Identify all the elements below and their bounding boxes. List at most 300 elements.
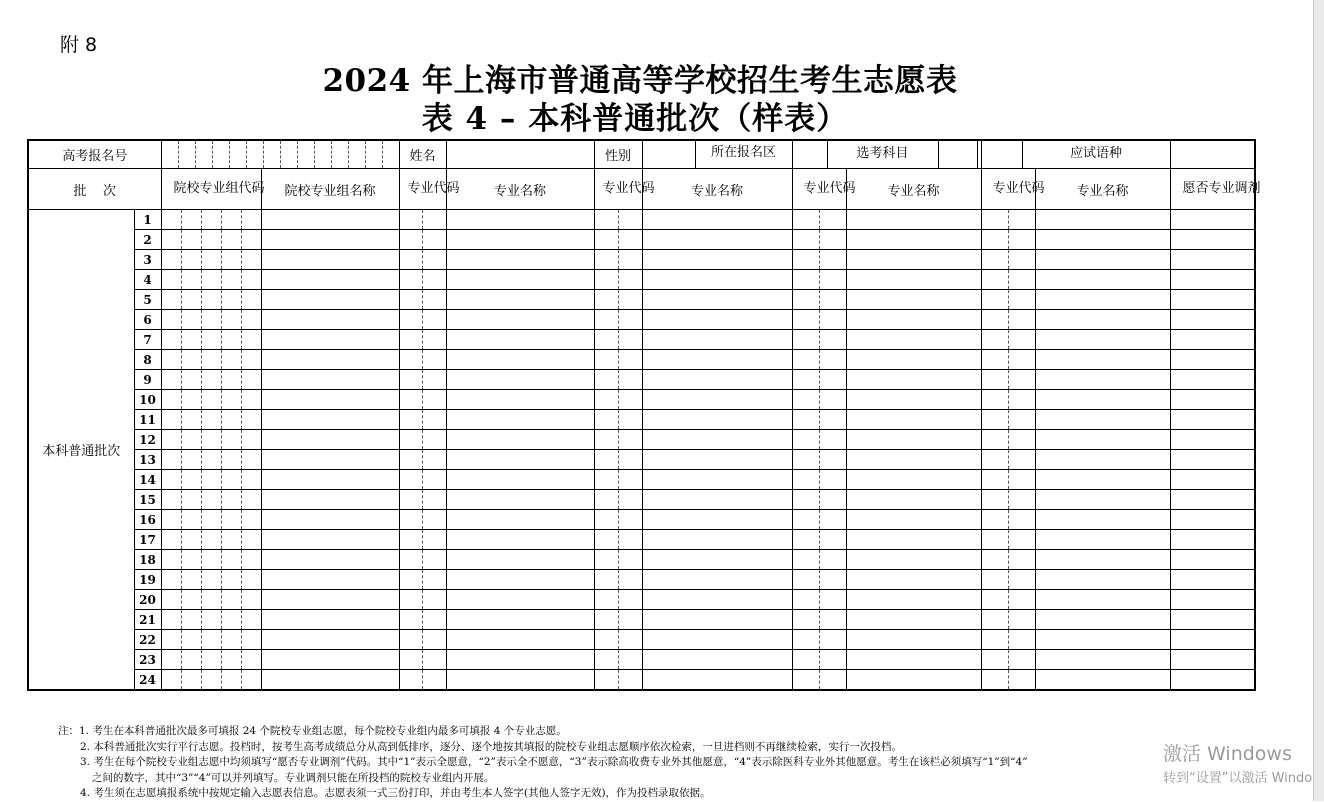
major-name-cell-3[interactable] [846, 590, 981, 610]
district-cell[interactable] [642, 140, 792, 169]
adjust-cell[interactable] [1170, 230, 1255, 250]
note-2: 2. 本科普通批次实行平行志愿。投档时，按考生高考成绩总分从高到低排序，逐分、逐个地按其填报的院校专业组志愿顺序依次检索，一旦进档则不再继续检索，实行一次投档。 [80, 740, 902, 753]
group-code-cell[interactable] [161, 250, 261, 270]
major-code-cell-4[interactable] [981, 310, 1035, 330]
group-code-cell[interactable] [161, 430, 261, 450]
major-code-header-4: 专业代码 [981, 169, 1035, 210]
row-number: 6 [134, 310, 161, 330]
major-code-cell-3[interactable] [792, 270, 846, 290]
group-name-cell[interactable] [261, 310, 399, 330]
major-name-cell-4[interactable] [1035, 670, 1170, 691]
major-code-cell-2[interactable] [594, 510, 642, 530]
adjust-cell[interactable] [1170, 290, 1255, 310]
major-code-cell-4[interactable] [981, 250, 1035, 270]
major-code-cell-4[interactable] [981, 450, 1035, 470]
major-name-cell-3[interactable] [846, 230, 981, 250]
group-code-cell[interactable] [161, 310, 261, 330]
major-code-cell-1[interactable] [399, 390, 446, 410]
group-code-cell[interactable] [161, 490, 261, 510]
major-code-cell-3[interactable] [792, 550, 846, 570]
major-name-cell-3[interactable] [846, 410, 981, 430]
adjust-cell[interactable] [1170, 250, 1255, 270]
major-name-cell-3[interactable] [846, 610, 981, 630]
major-code-cell-2[interactable] [594, 610, 642, 630]
major-name-cell-3[interactable] [846, 670, 981, 691]
group-code-cell[interactable] [161, 370, 261, 390]
major-code-cell-4[interactable] [981, 490, 1035, 510]
major-name-cell-1[interactable] [446, 310, 594, 330]
group-name-cell[interactable] [261, 530, 399, 550]
major-code-cell-4[interactable] [981, 570, 1035, 590]
major-name-cell-2[interactable] [642, 630, 792, 650]
watermark-line1: 激活 Windows [1163, 743, 1292, 765]
major-name-cell-4[interactable] [1035, 330, 1170, 350]
table-row [28, 510, 1255, 530]
major-code-cell-4[interactable] [981, 670, 1035, 691]
adjust-cell[interactable] [1170, 670, 1255, 691]
adjust-cell[interactable] [1170, 490, 1255, 510]
major-code-cell-3[interactable] [792, 450, 846, 470]
major-code-cell-4[interactable] [981, 350, 1035, 370]
major-code-cell-2[interactable] [594, 350, 642, 370]
major-name-cell-4[interactable] [1035, 510, 1170, 530]
major-name-cell-2[interactable] [642, 210, 792, 230]
major-code-cell-1[interactable] [399, 250, 446, 270]
major-name-cell-2[interactable] [642, 330, 792, 350]
major-code-cell-4[interactable] [981, 410, 1035, 430]
major-name-cell-4[interactable] [1035, 350, 1170, 370]
major-code-cell-3[interactable] [792, 330, 846, 350]
major-code-cell-1[interactable] [399, 470, 446, 490]
major-name-cell-2[interactable] [642, 610, 792, 630]
major-name-cell-3[interactable] [846, 510, 981, 530]
major-code-cell-4[interactable] [981, 290, 1035, 310]
major-name-cell-1[interactable] [446, 590, 594, 610]
group-code-cell[interactable] [161, 650, 261, 670]
group-code-cell[interactable] [161, 350, 261, 370]
major-code-cell-3[interactable] [792, 250, 846, 270]
major-code-cell-2[interactable] [594, 410, 642, 430]
major-name-cell-1[interactable] [446, 610, 594, 630]
major-name-cell-3[interactable] [846, 430, 981, 450]
major-code-cell-2[interactable] [594, 250, 642, 270]
adjust-cell[interactable] [1170, 370, 1255, 390]
major-name-cell-1[interactable] [446, 410, 594, 430]
major-name-cell-2[interactable] [642, 410, 792, 430]
major-name-cell-2[interactable] [642, 250, 792, 270]
subjects-cell[interactable] [792, 140, 981, 169]
group-code-cell[interactable] [161, 590, 261, 610]
major-name-cell-2[interactable] [642, 490, 792, 510]
major-name-cell-2[interactable] [642, 430, 792, 450]
major-name-cell-1[interactable] [446, 450, 594, 470]
group-name-cell[interactable] [261, 570, 399, 590]
table-row [28, 630, 1255, 650]
group-code-cell[interactable] [161, 290, 261, 310]
major-code-cell-1[interactable] [399, 270, 446, 290]
adjust-cell[interactable] [1170, 530, 1255, 550]
major-name-cell-1[interactable] [446, 290, 594, 310]
table-row [28, 670, 1255, 691]
major-code-cell-2[interactable] [594, 550, 642, 570]
major-name-cell-4[interactable] [1035, 530, 1170, 550]
major-code-cell-2[interactable] [594, 530, 642, 550]
major-name-cell-2[interactable] [642, 450, 792, 470]
major-code-cell-2[interactable] [594, 570, 642, 590]
major-name-cell-4[interactable] [1035, 630, 1170, 650]
major-code-cell-4[interactable] [981, 610, 1035, 630]
group-name-cell[interactable] [261, 430, 399, 450]
major-code-cell-1[interactable] [399, 590, 446, 610]
group-name-cell[interactable] [261, 290, 399, 310]
major-name-cell-1[interactable] [446, 390, 594, 410]
major-name-cell-4[interactable] [1035, 430, 1170, 450]
adjust-cell[interactable] [1170, 210, 1255, 230]
group-code-cell[interactable] [161, 270, 261, 290]
major-code-cell-4[interactable] [981, 650, 1035, 670]
group-name-cell[interactable] [261, 210, 399, 230]
major-name-cell-4[interactable] [1035, 250, 1170, 270]
major-code-cell-3[interactable] [792, 470, 846, 490]
watermark-line2: 转到“设置”以激活 Windo [1163, 771, 1313, 786]
major-code-cell-4[interactable] [981, 550, 1035, 570]
major-code-cell-2[interactable] [594, 330, 642, 350]
major-name-cell-4[interactable] [1035, 270, 1170, 290]
major-code-cell-3[interactable] [792, 610, 846, 630]
row-number: 3 [134, 250, 161, 270]
major-code-cell-2[interactable] [594, 630, 642, 650]
major-code-cell-2[interactable] [594, 370, 642, 390]
major-code-cell-3[interactable] [792, 590, 846, 610]
major-name-cell-2[interactable] [642, 650, 792, 670]
group-code-cell[interactable] [161, 530, 261, 550]
group-name-cell[interactable] [261, 390, 399, 410]
applicant-info-row [28, 140, 1255, 169]
major-code-cell-4[interactable] [981, 530, 1035, 550]
major-code-cell-3[interactable] [792, 630, 846, 650]
major-name-cell-2[interactable] [642, 510, 792, 530]
adjust-cell[interactable] [1170, 450, 1255, 470]
group-name-cell[interactable] [261, 270, 399, 290]
major-code-cell-3[interactable] [792, 210, 846, 230]
major-name-cell-1[interactable] [446, 370, 594, 390]
major-name-cell-2[interactable] [642, 310, 792, 330]
major-name-cell-4[interactable] [1035, 590, 1170, 610]
major-code-cell-3[interactable] [792, 490, 846, 510]
major-name-cell-3[interactable] [846, 650, 981, 670]
major-code-cell-1[interactable] [399, 430, 446, 450]
group-name-cell[interactable] [261, 590, 399, 610]
group-name-cell[interactable] [261, 630, 399, 650]
major-code-cell-3[interactable] [792, 510, 846, 530]
major-name-cell-1[interactable] [446, 510, 594, 530]
major-code-cell-1[interactable] [399, 570, 446, 590]
major-name-cell-3[interactable] [846, 550, 981, 570]
gender-label: 性别 [594, 140, 642, 169]
group-name-cell[interactable] [261, 610, 399, 630]
adjust-cell[interactable] [1170, 470, 1255, 490]
major-code-cell-1[interactable] [399, 350, 446, 370]
major-name-cell-4[interactable] [1035, 290, 1170, 310]
major-name-cell-3[interactable] [846, 530, 981, 550]
major-name-cell-3[interactable] [846, 570, 981, 590]
major-code-cell-2[interactable] [594, 290, 642, 310]
activation-watermark [1163, 739, 1312, 786]
table-row [28, 290, 1255, 310]
major-code-cell-2[interactable] [594, 590, 642, 610]
adjust-cell[interactable] [1170, 390, 1255, 410]
major-code-cell-1[interactable] [399, 630, 446, 650]
table-row [28, 570, 1255, 590]
major-code-cell-2[interactable] [594, 210, 642, 230]
major-code-cell-2[interactable] [594, 670, 642, 691]
major-code-cell-1[interactable] [399, 450, 446, 470]
group-name-cell[interactable] [261, 370, 399, 390]
major-code-cell-1[interactable] [399, 490, 446, 510]
major-code-cell-4[interactable] [981, 270, 1035, 290]
major-code-cell-2[interactable] [594, 430, 642, 450]
row-number: 13 [134, 450, 161, 470]
major-code-cell-3[interactable] [792, 670, 846, 691]
major-code-cell-1[interactable] [399, 230, 446, 250]
exam-no-field[interactable] [161, 140, 399, 169]
major-name-cell-4[interactable] [1035, 230, 1170, 250]
major-code-cell-2[interactable] [594, 650, 642, 670]
group-name-cell[interactable] [261, 410, 399, 430]
note-3-cont: 之间的数字，其中“3”“4”可以并列填写。专业调剂只能在所投档的院校专业组内开展。 [92, 771, 495, 784]
group-name-cell[interactable] [261, 230, 399, 250]
group-code-cell[interactable] [161, 510, 261, 530]
major-name-cell-4[interactable] [1035, 310, 1170, 330]
group-code-cell[interactable] [161, 390, 261, 410]
group-name-cell[interactable] [261, 650, 399, 670]
major-code-cell-3[interactable] [792, 230, 846, 250]
major-name-cell-4[interactable] [1035, 410, 1170, 430]
major-code-cell-3[interactable] [792, 370, 846, 390]
major-code-cell-4[interactable] [981, 430, 1035, 450]
major-name-cell-1[interactable] [446, 550, 594, 570]
major-code-cell-1[interactable] [399, 510, 446, 530]
group-name-cell[interactable] [261, 330, 399, 350]
group-name-cell[interactable] [261, 550, 399, 570]
group-name-cell[interactable] [261, 470, 399, 490]
major-code-cell-1[interactable] [399, 670, 446, 691]
major-code-cell-4[interactable] [981, 370, 1035, 390]
table-row [28, 310, 1255, 330]
major-name-cell-3[interactable] [846, 370, 981, 390]
major-code-cell-2[interactable] [594, 310, 642, 330]
major-code-cell-3[interactable] [792, 530, 846, 550]
major-name-cell-1[interactable] [446, 530, 594, 550]
major-name-cell-1[interactable] [446, 490, 594, 510]
major-code-cell-2[interactable] [594, 390, 642, 410]
group-name-cell[interactable] [261, 450, 399, 470]
adjust-cell[interactable] [1170, 550, 1255, 570]
adjust-cell[interactable] [1170, 510, 1255, 530]
major-name-cell-1[interactable] [446, 250, 594, 270]
language-field[interactable] [1170, 140, 1255, 169]
row-number: 8 [134, 350, 161, 370]
adjust-cell[interactable] [1170, 630, 1255, 650]
major-name-cell-2[interactable] [642, 530, 792, 550]
major-code-cell-1[interactable] [399, 310, 446, 330]
group-name-cell[interactable] [261, 670, 399, 691]
adjust-cell[interactable] [1170, 570, 1255, 590]
major-code-cell-2[interactable] [594, 490, 642, 510]
group-code-cell[interactable] [161, 470, 261, 490]
adjust-cell[interactable] [1170, 590, 1255, 610]
major-code-cell-3[interactable] [792, 350, 846, 370]
major-name-cell-4[interactable] [1035, 470, 1170, 490]
group-code-cell[interactable] [161, 230, 261, 250]
major-name-cell-3[interactable] [846, 270, 981, 290]
major-code-cell-4[interactable] [981, 590, 1035, 610]
major-code-cell-4[interactable] [981, 510, 1035, 530]
major-code-cell-1[interactable] [399, 550, 446, 570]
group-code-cell[interactable] [161, 330, 261, 350]
major-code-cell-4[interactable] [981, 630, 1035, 650]
major-code-cell-4[interactable] [981, 470, 1035, 490]
language-cell[interactable] [981, 140, 1170, 169]
major-name-cell-2[interactable] [642, 270, 792, 290]
major-name-cell-3[interactable] [846, 310, 981, 330]
group-name-cell[interactable] [261, 350, 399, 370]
major-name-cell-4[interactable] [1035, 210, 1170, 230]
major-name-cell-3[interactable] [846, 290, 981, 310]
major-name-cell-1[interactable] [446, 670, 594, 691]
row-number: 15 [134, 490, 161, 510]
notes-section [58, 724, 1028, 802]
major-name-cell-2[interactable] [642, 590, 792, 610]
group-name-cell[interactable] [261, 250, 399, 270]
adjust-cell[interactable] [1170, 270, 1255, 290]
major-code-cell-3[interactable] [792, 410, 846, 430]
major-name-cell-2[interactable] [642, 290, 792, 310]
major-code-cell-4[interactable] [981, 230, 1035, 250]
major-code-cell-3[interactable] [792, 390, 846, 410]
adjust-cell[interactable] [1170, 410, 1255, 430]
major-name-cell-2[interactable] [642, 350, 792, 370]
name-field[interactable] [446, 140, 594, 169]
table-row [28, 530, 1255, 550]
adjust-cell[interactable] [1170, 350, 1255, 370]
page-edge [1313, 0, 1324, 801]
major-name-cell-1[interactable] [446, 630, 594, 650]
major-name-cell-4[interactable] [1035, 490, 1170, 510]
major-name-cell-2[interactable] [642, 670, 792, 691]
major-name-cell-2[interactable] [642, 550, 792, 570]
major-name-cell-1[interactable] [446, 350, 594, 370]
language-label: 应试语种 [1070, 146, 1123, 161]
group-code-cell[interactable] [161, 630, 261, 650]
group-code-cell[interactable] [161, 570, 261, 590]
major-code-cell-1[interactable] [399, 370, 446, 390]
major-name-cell-4[interactable] [1035, 650, 1170, 670]
major-code-cell-1[interactable] [399, 650, 446, 670]
major-code-cell-3[interactable] [792, 650, 846, 670]
major-name-cell-3[interactable] [846, 490, 981, 510]
batch-header: 批 次 [28, 169, 161, 210]
major-code-cell-1[interactable] [399, 410, 446, 430]
adjust-cell[interactable] [1170, 430, 1255, 450]
major-name-cell-4[interactable] [1035, 370, 1170, 390]
major-code-cell-2[interactable] [594, 270, 642, 290]
adjust-cell[interactable] [1170, 330, 1255, 350]
group-code-cell[interactable] [161, 410, 261, 430]
table-row [28, 370, 1255, 390]
group-name-cell[interactable] [261, 510, 399, 530]
major-name-cell-4[interactable] [1035, 450, 1170, 470]
major-name-cell-1[interactable] [446, 330, 594, 350]
group-code-cell[interactable] [161, 210, 261, 230]
group-code-cell[interactable] [161, 610, 261, 630]
major-name-cell-1[interactable] [446, 270, 594, 290]
major-code-cell-3[interactable] [792, 570, 846, 590]
form-subtitle: 表 4 – 本科普通批次（样表） [421, 101, 849, 137]
major-code-cell-4[interactable] [981, 210, 1035, 230]
major-name-cell-1[interactable] [446, 230, 594, 250]
major-name-cell-1[interactable] [446, 570, 594, 590]
major-name-cell-3[interactable] [846, 210, 981, 230]
major-code-cell-2[interactable] [594, 450, 642, 470]
major-code-cell-4[interactable] [981, 390, 1035, 410]
major-name-cell-1[interactable] [446, 430, 594, 450]
major-name-cell-1[interactable] [446, 210, 594, 230]
major-name-cell-1[interactable] [446, 650, 594, 670]
major-name-cell-4[interactable] [1035, 550, 1170, 570]
major-code-cell-3[interactable] [792, 310, 846, 330]
name-label: 姓名 [399, 140, 446, 169]
group-code-cell[interactable] [161, 670, 261, 691]
adjust-cell[interactable] [1170, 310, 1255, 330]
major-name-cell-3[interactable] [846, 450, 981, 470]
major-code-cell-1[interactable] [399, 330, 446, 350]
table-row [28, 210, 1255, 230]
major-name-cell-2[interactable] [642, 370, 792, 390]
major-name-cell-4[interactable] [1035, 610, 1170, 630]
major-code-cell-1[interactable] [399, 610, 446, 630]
major-code-cell-2[interactable] [594, 470, 642, 490]
adjust-cell[interactable] [1170, 610, 1255, 630]
adjust-header: 愿否专业调剂 [1170, 169, 1255, 210]
major-code-cell-1[interactable] [399, 290, 446, 310]
major-name-cell-3[interactable] [846, 470, 981, 490]
major-name-cell-2[interactable] [642, 390, 792, 410]
major-name-cell-2[interactable] [642, 230, 792, 250]
major-code-cell-2[interactable] [594, 230, 642, 250]
major-name-cell-4[interactable] [1035, 570, 1170, 590]
group-code-cell[interactable] [161, 550, 261, 570]
major-name-cell-4[interactable] [1035, 390, 1170, 410]
major-code-cell-3[interactable] [792, 430, 846, 450]
major-name-cell-3[interactable] [846, 390, 981, 410]
major-code-cell-4[interactable] [981, 330, 1035, 350]
major-name-cell-3[interactable] [846, 630, 981, 650]
adjust-cell[interactable] [1170, 650, 1255, 670]
major-code-cell-3[interactable] [792, 290, 846, 310]
major-code-cell-1[interactable] [399, 210, 446, 230]
major-code-cell-1[interactable] [399, 530, 446, 550]
major-name-cell-3[interactable] [846, 250, 981, 270]
major-name-cell-3[interactable] [846, 330, 981, 350]
major-name-cell-2[interactable] [642, 570, 792, 590]
group-name-cell[interactable] [261, 490, 399, 510]
major-name-cell-2[interactable] [642, 470, 792, 490]
table-row [28, 450, 1255, 470]
group-code-cell[interactable] [161, 450, 261, 470]
major-name-cell-1[interactable] [446, 470, 594, 490]
major-name-cell-3[interactable] [846, 350, 981, 370]
